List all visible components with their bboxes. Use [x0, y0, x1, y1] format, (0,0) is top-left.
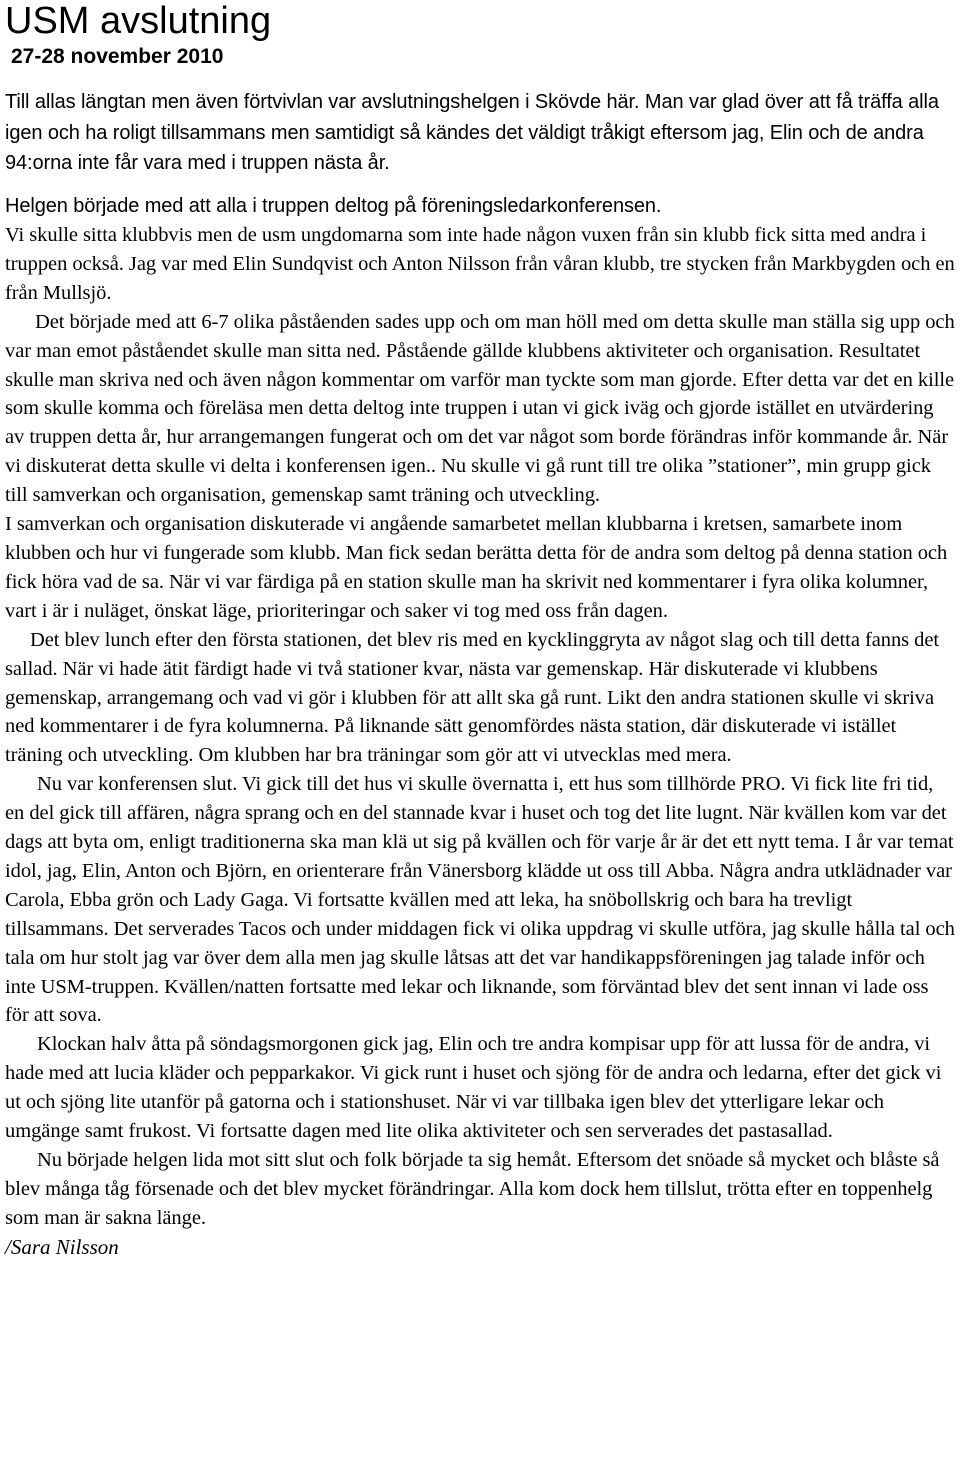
paragraph-seating: Vi skulle sitta klubbvis men de usm ungdomarna som inte hade någon vuxen från sin klubb fick sitta med andra i truppen också. Jag var med Elin Sundqvist och Anton Nilsson från våran klubb, tre stycken från Markbygden och en från Mullsjö.: [5, 224, 955, 304]
paragraph-sunday: Klockan halv åtta på söndagsmorgonen gick jag, Elin och tre andra kompisar upp för att lussa för de andra, vi hade med att lucia kläder och pepparkakor. Vi gick runt i huset och sjöng för de andra och ledarna, efter det gick vi ut och sjöng lite utanför på gatorna och i stationshuset. När vi var tillbaka igen blev det ytterligare lekar och umgänge samt frukost. Vi fortsatte dagen med lite olika aktiviteter och sen serverades det pastasallad.: [5, 1033, 942, 1143]
paragraph-lunch: Det blev lunch efter den första stationen, det blev ris med en kycklinggryta av något slag och till detta fanns det sallad. När vi hade ätit färdigt hade vi två stationer kvar, nästa var gemenskap. Här diskuterade vi klubbens gemenskap, arrangemang och vad vi gör i klubben för att allt ska gå runt. Likt den andra stationen skulle vi skriva ned kommentarer i de fyra kolumnerna. På liknande sätt genomfördes nästa station, där diskuterade vi istället träning och utveckling. Om klubben har bra träningar som gör att vi utvecklas med mera.: [5, 628, 940, 767]
signature: /Sara Nilsson: [5, 1234, 119, 1259]
paragraph-conference-start: Helgen började med att alla i truppen deltog på föreningsledarkonferensen.: [5, 194, 662, 217]
document-date: 27-28 november 2010: [11, 45, 224, 68]
paragraph-intro: Till allas längtan men även förtvivlan var avslutningshelgen i Skövde här. Man var glad över att få träffa alla igen och ha roligt tillsammans men samtidigt så kändes det väldigt tråkigt eftersom jag, Elin och de andra 94:orna inte får vara med i truppen nästa år.: [5, 91, 939, 174]
paragraph-cooperation: I samverkan och organisation diskuterade vi angående samarbetet mellan klubbarna i kretsen, samarbete inom klubben och hur vi fungerade som klubb. Man fick sedan berätta detta för de andra som deltog på denna station och fick höra vad de sa. När vi var färdiga på en station skulle man ha skrivit ned kommentarer i fyra olika kolumner, vart i är i nuläget, önskat läge, prioriteringar och saker vi tog med oss från dagen.: [5, 513, 948, 622]
paragraph-statements: Det började med att 6-7 olika påståenden sades upp och om man höll med om detta skulle man ställa sig upp och var man emot påståendet skulle man sitta ned. Påstående gällde klubbens aktiviteter och organisation. Resultatet skulle man skriva ned och även någon kommentar om varför man tyckte som man gjorde. Efter detta var det en kille som skulle komma och föreläsa men detta deltog inte truppen i utan vi gick iväg och gjorde istället en utvärdering av truppen detta år, hur arrangemangen fungerat och om det var något som borde förändras inför kommande år. När vi diskuterat detta skulle vi delta i konferensen igen.. Nu skulle vi gå runt till tre olika ”stationer”, min grupp gick till samverkan och organisation, gemenskap samt träning och utveckling.: [5, 310, 955, 507]
paragraph-evening: Nu var konferensen slut. Vi gick till det hus vi skulle övernatta i, ett hus som tillhörde PRO. Vi fick lite fri tid, en del gick till affären, några sprang och en del stannade kvar i huset och tog det lite lugnt. När kvällen kom var det dags att byta om, enligt traditionerna ska man klä ut sig på kvällen och för varje år är det ett nytt tema. I år var temat idol, jag, Elin, Anton och Björn, en orienterare från Vänersborg klädde ut oss till Abba. Några andra utklädnader var Carola, Ebba grön och Lady Gaga. Vi fortsatte kvällen med att leka, ha snöbollskrig och bara ha trevligt tillsammans. Det serverades Tacos och under middagen fick vi olika uppdrag vi skulle utföra, jag skulle hålla tal och tala om hur stolt jag var över dem alla men jag skulle låtsas att det var handikappsföreningen jag talade inför och inte USM-truppen. Kvällen/natten fortsatte med lekar och liknande, som förväntad blev det sent innan vi lade oss för att sova.: [5, 773, 955, 1027]
document-title: USM avslutning: [5, 0, 272, 42]
paragraph-ending: Nu började helgen lida mot sitt slut och folk började ta sig hemåt. Eftersom det snöade så mycket och blåste så blev många tåg försenade och det blev mycket förändringar. Alla kom dock hem tillslut, trötta efter en toppenhelg som man är sakna länge.: [5, 1149, 940, 1229]
